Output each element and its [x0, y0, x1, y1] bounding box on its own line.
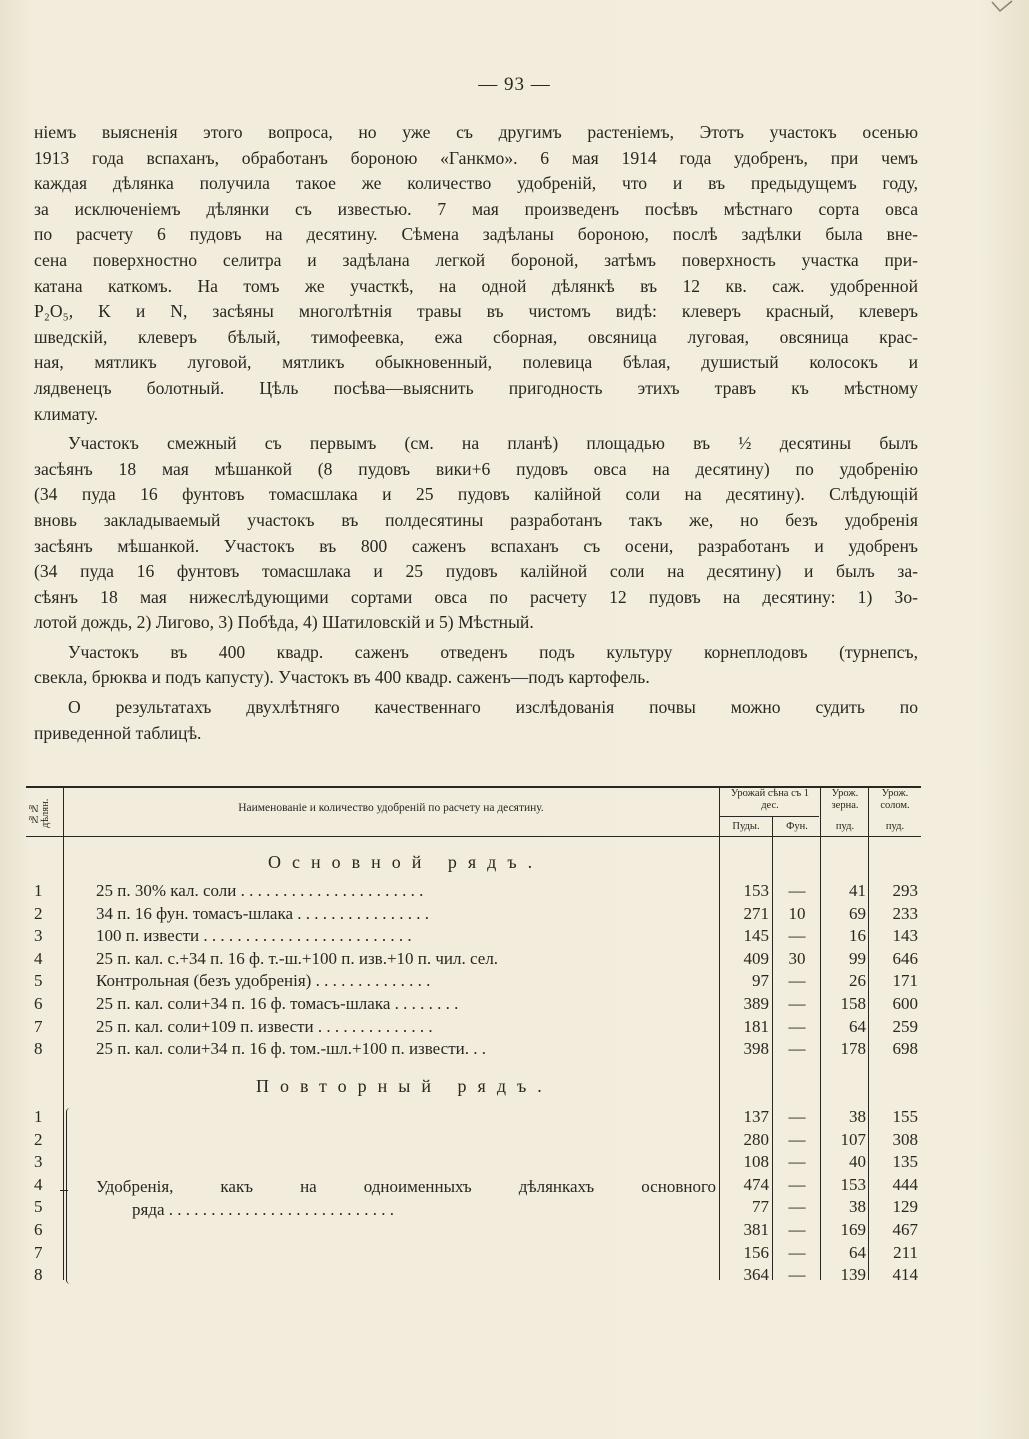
section-repeat-title: Повторный рядъ. [256, 1076, 553, 1096]
text-line: ніемъ выясненія этого вопроса, но уже съ другимъ растеніемъ, Этотъ участокъ осенью [34, 122, 918, 142]
text-line: Участокъ въ 400 квадр. саженъ отведенъ подъ культуру корнеплодовъ (турнепсъ, [68, 641, 918, 662]
table-row [26, 880, 921, 903]
table-row [26, 1016, 921, 1039]
text-line: шведскій, клеверъ бѣлый, тимофеевка, ежа сборная, овсяница луговая, овсяница крас- [34, 326, 918, 347]
straw-cell: 293 [892, 881, 918, 900]
straw-cell: 233 [892, 903, 918, 923]
table-row [26, 1106, 921, 1129]
hay-funts-cell: — [788, 1152, 806, 1172]
plot-number: 2 [34, 1129, 43, 1149]
text-line: О результатахъ двухлѣтняго качественнаго изслѣдованія почвы можно судить по [68, 697, 918, 718]
text-line: за исключеніемъ дѣлянки съ известью. 7 мая произведенъ посѣвъ мѣстнаго сорта овса [34, 198, 918, 219]
header-num: №№ дѣлян. [28, 798, 51, 828]
hay-funts-cell: — [788, 1107, 806, 1126]
hay-funts-cell: — [788, 994, 806, 1013]
plot-number: 4 [34, 948, 43, 968]
page-number: — 93 — [478, 74, 551, 95]
header-hay-poods: Пуды. [732, 821, 760, 832]
hay-poods-cell: 381 [743, 1220, 769, 1239]
paragraph [34, 120, 918, 427]
grain-cell: 16 [849, 926, 866, 946]
table-row [26, 1264, 921, 1287]
hay-poods-cell: 156 [743, 1242, 769, 1262]
hay-funts-cell: — [788, 1174, 806, 1194]
text-line: ная, мятликъ луговой, мятликъ обыкновенный, полевица бѣлая, душистый колосокъ и [34, 352, 918, 373]
plot-number: 3 [34, 1152, 43, 1172]
plot-number: 4 [34, 1174, 43, 1194]
brace [66, 1108, 77, 1284]
grain-cell: 38 [849, 1107, 866, 1126]
table-row [26, 948, 921, 971]
pencil-check-mark [990, 0, 1014, 14]
hay-funts-cell: — [788, 1265, 806, 1285]
table-row [26, 1038, 921, 1061]
grain-cell: 64 [849, 1016, 866, 1036]
hay-funts-cell: 30 [788, 948, 806, 968]
text-line: (34 пуда 16 фунтовъ томасшлака и 25 пудовъ калійной соли на десятину). Слѣдующій [34, 484, 918, 505]
hay-poods-cell: 145 [743, 926, 769, 946]
hay-poods-cell: 398 [743, 1039, 769, 1059]
straw-cell: 259 [892, 1016, 918, 1036]
repeat-row-description [96, 1175, 716, 1221]
hay-poods-cell: 364 [743, 1265, 769, 1285]
grain-cell: 153 [840, 1174, 866, 1194]
grain-cell: 99 [849, 948, 866, 968]
subheader-rule [719, 816, 819, 817]
repeat-description-line: Удобренія, какъ на одноименныхъ дѣлянкахъ основного [96, 1177, 716, 1196]
fertilizer-description: 25 п. кал. соли+109 п. извести . . . . . . . . . . . . . . [96, 1016, 433, 1036]
plot-number: 5 [34, 1197, 43, 1217]
table-row [26, 903, 921, 926]
header-straw: Урож. солом. [880, 788, 910, 811]
hay-funts-cell: — [788, 1129, 806, 1149]
text-line: вновь закладываемый участокъ въ полдесятины разработанъ такъ же, но безъ удобренія [34, 509, 918, 530]
fertilizer-description: 25 п. 30% кал. соли . . . . . . . . . . . . . . . . . . . . . . [96, 881, 424, 900]
grain-cell: 158 [840, 994, 866, 1013]
section-main-title: Основной рядъ. [268, 852, 544, 872]
hay-poods-cell: 474 [743, 1174, 769, 1194]
plot-number: 1 [34, 1107, 43, 1126]
text-line: по расчету 6 пудовъ на десятину. Сѣмена задѣланы бороною, послѣ задѣлки была вне- [34, 224, 918, 245]
plot-number: 3 [34, 926, 43, 946]
hay-funts-cell: 10 [788, 903, 806, 923]
hay-poods-cell: 280 [743, 1129, 769, 1149]
fertilizer-description: 25 п. кал. соли+34 п. 16 ф. томасъ-шлака . . . . . . . . [96, 994, 459, 1013]
straw-cell: 155 [892, 1107, 918, 1126]
text-line: Участокъ смежный съ первымъ (см. на планѣ) площадью въ ½ десятины былъ [68, 433, 918, 454]
table-row [26, 1242, 921, 1265]
straw-cell: 467 [892, 1220, 918, 1239]
hay-poods-cell: 137 [743, 1107, 769, 1126]
paragraph [34, 695, 918, 746]
grain-cell: 107 [840, 1129, 866, 1149]
straw-cell: 698 [892, 1039, 918, 1059]
hay-poods-cell: 271 [743, 903, 769, 923]
hay-poods-cell: 181 [743, 1016, 769, 1036]
repeat-description-line: ряда . . . . . . . . . . . . . . . . . . . . . . . . . . . [132, 1200, 395, 1219]
hay-funts-cell: — [788, 926, 806, 946]
text-line: 1913 года вспаханъ, обработанъ бороною «Ганкмо». 6 мая 1914 года удобренъ, при чемъ [34, 147, 918, 168]
header-description: Наименованіе и количество удобреній по расчету на десятину. [238, 802, 544, 814]
table-row [26, 970, 921, 993]
text-line: сѣянъ 18 мая нижеслѣдующими сортами овса по расчету 12 пудовъ на десятину: 1) Зо- [34, 586, 918, 607]
straw-cell: 414 [892, 1265, 918, 1285]
header-straw-unit: пуд. [885, 821, 905, 832]
grain-cell: 169 [840, 1220, 866, 1239]
table-row [26, 993, 921, 1016]
body-text [34, 120, 918, 746]
text-line: лотой дождь, 2) Лигово, 3) Побѣда, 4) Шатиловскій и 5) Мѣстный. [34, 612, 534, 633]
paragraph [34, 431, 918, 636]
straw-cell: 308 [892, 1129, 918, 1149]
text-line: сена поверхностно селитра и задѣлана легкой бороной, затѣмъ поверхность участка при- [34, 249, 918, 270]
text-line: климату. [34, 403, 98, 424]
hay-poods-cell: 97 [752, 971, 769, 991]
plot-number: 1 [34, 881, 43, 900]
hay-funts-cell: — [788, 1197, 806, 1217]
plot-number: 6 [34, 1220, 43, 1239]
text-line: лядвенецъ болотный. Цѣль посѣва—выяснить пригодность этихъ травъ къ мѣстному [34, 377, 918, 398]
header-grain-unit: пуд. [835, 821, 855, 832]
text-line: приведенной таблицѣ. [34, 722, 202, 743]
hay-funts-cell: — [788, 881, 806, 900]
table-row [26, 1151, 921, 1174]
header-hay: Урожай сѣна съ 1 дес. [730, 788, 810, 811]
grain-cell: 69 [849, 903, 866, 923]
header-hay-funts: Фун. [786, 821, 808, 832]
hay-funts-cell: — [788, 971, 806, 991]
plot-number: 5 [34, 971, 43, 991]
fertilizer-description: 34 п. 16 фун. томасъ-шлака . . . . . . . . . . . . . . . . [96, 903, 430, 923]
grain-cell: 178 [840, 1039, 866, 1059]
hay-funts-cell: — [788, 1039, 806, 1059]
hay-poods-cell: 409 [743, 948, 769, 968]
straw-cell: 135 [892, 1152, 918, 1172]
hay-poods-cell: 153 [743, 881, 769, 900]
plot-number: 7 [34, 1242, 43, 1262]
hay-funts-cell: — [788, 1220, 806, 1239]
plot-number: 8 [34, 1265, 43, 1285]
paragraph [34, 640, 918, 691]
grain-cell: 64 [849, 1242, 866, 1262]
straw-cell: 143 [892, 926, 918, 946]
grain-cell: 40 [849, 1152, 866, 1172]
plot-number: 7 [34, 1016, 43, 1036]
brace-tip [60, 1190, 68, 1191]
hay-poods-cell: 108 [743, 1152, 769, 1172]
straw-cell: 171 [892, 971, 918, 991]
text-line: (34 пуда 16 фунтовъ томасшлака и 25 пудовъ калійной соли на десятину) и былъ за- [34, 561, 918, 582]
text-line: P₂O₅, K и N, засѣяны многолѣтнія травы въ чистомъ видѣ: клеверъ красный, клеверъ [34, 301, 918, 322]
hay-poods-cell: 389 [743, 994, 769, 1013]
straw-cell: 129 [892, 1197, 918, 1217]
grain-cell: 41 [849, 881, 866, 900]
straw-cell: 600 [892, 994, 918, 1013]
table-row [26, 925, 921, 948]
header-grain: Урож. зерна. [831, 788, 859, 811]
text-line: свекла, брюква и подъ капусту). Участокъ въ 400 квадр. саженъ—подъ картофель. [34, 667, 650, 688]
fertilizer-description: 25 п. кал. соли+34 п. 16 ф. том.-шл.+100 п. извести. . . [96, 1039, 486, 1059]
straw-cell: 444 [892, 1174, 918, 1194]
grain-cell: 139 [840, 1265, 866, 1285]
hay-funts-cell: — [788, 1016, 806, 1036]
table-row [26, 1219, 921, 1242]
plot-number: 6 [34, 994, 43, 1013]
text-line: каждая дѣлянка получила такое же количество удобреній, что и въ предыдущемъ году, [34, 173, 918, 194]
hay-funts-cell: — [788, 1242, 806, 1262]
straw-cell: 211 [893, 1242, 918, 1262]
plot-number: 2 [34, 903, 43, 923]
text-line: засѣянъ 18 мая мѣшанкой (8 пудовъ вики+6 пудовъ овса на десятину) по удобренію [34, 458, 918, 479]
text-line: катана каткомъ. На томъ же участкѣ, на одной дѣлянкѣ въ 12 кв. саж. удобренной [34, 275, 918, 296]
table-row [26, 1129, 921, 1152]
fertilizer-description: 25 п. кал. с.+34 п. 16 ф. т.-ш.+100 п. изв.+10 п. чил. сел. [96, 948, 499, 968]
fertilizer-description: Контрольная (безъ удобренія) . . . . . . . . . . . . . . [96, 971, 431, 991]
grain-cell: 26 [849, 971, 866, 991]
plot-number: 8 [34, 1039, 43, 1059]
straw-cell: 646 [892, 948, 918, 968]
hay-poods-cell: 77 [752, 1197, 769, 1217]
grain-cell: 38 [849, 1197, 866, 1217]
table-header-rule [26, 836, 921, 837]
fertilizer-description: 100 п. извести . . . . . . . . . . . . . . . . . . . . . . . . . [96, 926, 412, 946]
text-line: засѣянъ мѣшанкой. Участокъ въ 800 саженъ вспаханъ съ осени, разработанъ и удобренъ [34, 535, 918, 556]
